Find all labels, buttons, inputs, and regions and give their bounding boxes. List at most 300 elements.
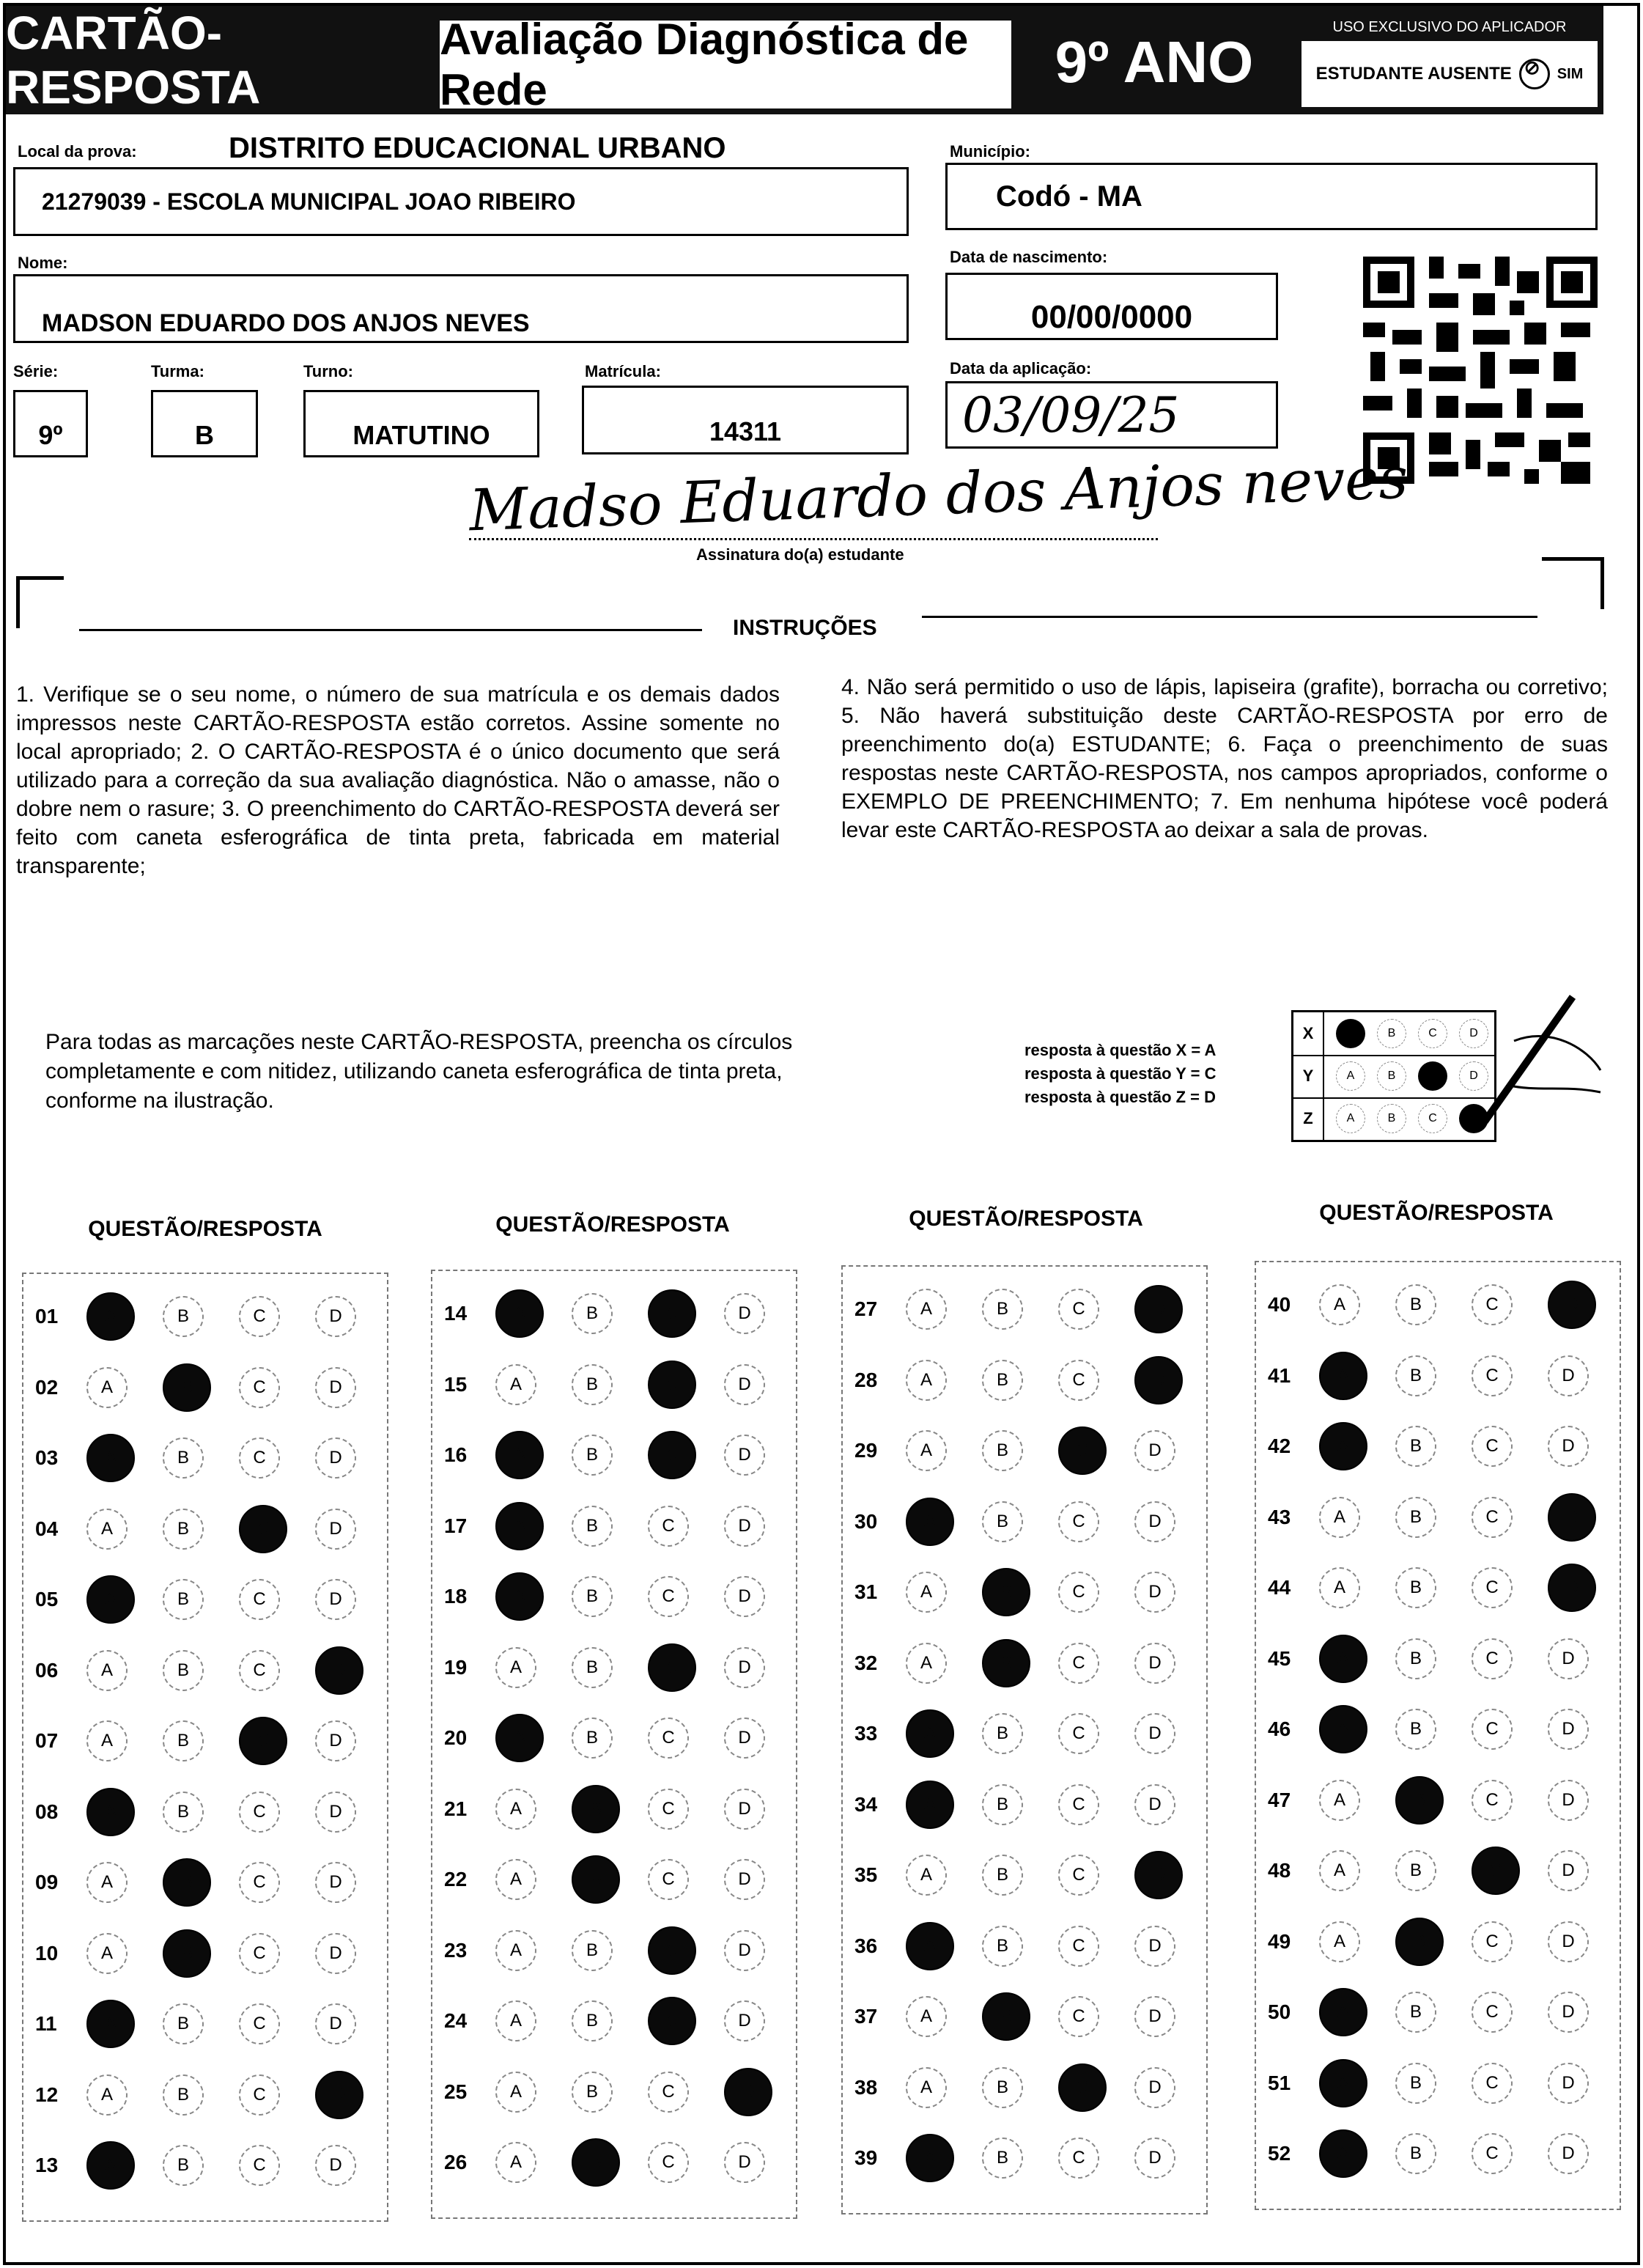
answer-bubble-b[interactable]: B: [163, 1437, 204, 1479]
answer-bubble-d[interactable]: D: [1134, 1851, 1183, 1899]
answer-bubble-d[interactable]: D: [315, 2003, 356, 2044]
column-header: QUESTÃO/RESPOSTA: [495, 1212, 730, 1237]
answer-bubble-d[interactable]: D: [315, 1296, 356, 1337]
answer-bubble-b[interactable]: B: [1395, 1850, 1436, 1891]
question-row: [1268, 1495, 1624, 1539]
answer-bubble-d[interactable]: D: [315, 1579, 356, 1620]
card-title: CARTÃO-RESPOSTA: [6, 6, 431, 114]
answer-bubble-b[interactable]: B: [163, 1296, 204, 1337]
answer-bubble-d[interactable]: D: [1548, 1426, 1589, 1467]
answer-bubble-d[interactable]: D: [1548, 2133, 1589, 2174]
answer-bubble-c[interactable]: C: [648, 2142, 689, 2183]
answer-bubble-a[interactable]: A: [86, 1292, 135, 1341]
turno-label: Turno:: [303, 362, 354, 380]
answer-bubble-c[interactable]: C: [1058, 1713, 1099, 1754]
question-row: [854, 1287, 1211, 1331]
aplicacao-field: [945, 381, 1278, 449]
question-number: 35: [854, 1863, 878, 1886]
answer-bubble-b[interactable]: B: [982, 1289, 1023, 1330]
signature: Madso Eduardo dos Anjos neves: [468, 445, 1409, 545]
answer-bubble-a[interactable]: A: [1319, 2129, 1367, 2178]
answer-bubble-d[interactable]: D: [724, 2000, 765, 2041]
absent-label: ESTUDANTE AUSENTE: [1315, 64, 1512, 84]
question-number: 37: [854, 2005, 878, 2028]
answer-bubble-c[interactable]: C: [1472, 1497, 1513, 1538]
answer-bubble-d[interactable]: D: [315, 1933, 356, 1974]
answer-bubble-a[interactable]: A: [86, 2141, 135, 2190]
answer-bubble-b[interactable]: B: [1395, 1497, 1436, 1538]
answer-bubble-a[interactable]: A: [86, 1575, 135, 1624]
answer-bubble-a[interactable]: A: [1319, 1284, 1360, 1325]
answer-bubble-b[interactable]: B: [1395, 1426, 1436, 1467]
answer-bubble-a[interactable]: A: [495, 2072, 536, 2113]
answer-bubble-b[interactable]: B: [163, 1509, 204, 1550]
question-number: 08: [35, 1800, 59, 1823]
answer-bubble-c[interactable]: C: [1058, 1572, 1099, 1613]
answer-bubble-c[interactable]: C: [239, 1792, 280, 1833]
question-number: 15: [444, 1372, 468, 1396]
answer-bubble-a[interactable]: A: [1319, 1422, 1367, 1470]
answer-bubble-d[interactable]: D: [1548, 2063, 1589, 2104]
answer-bubble-d[interactable]: D: [1548, 1564, 1596, 1612]
question-number: 27: [854, 1297, 878, 1320]
answer-bubble-b[interactable]: B: [572, 1647, 613, 1688]
answer-bubble-d[interactable]: D: [1134, 2138, 1175, 2179]
question-row: [35, 1790, 391, 1834]
question-row: [444, 1292, 800, 1336]
answer-bubble-a[interactable]: A: [86, 1434, 135, 1482]
answer-bubble-d[interactable]: D: [1134, 1356, 1183, 1404]
answer-bubble-c[interactable]: C: [648, 1576, 689, 1617]
question-number: 16: [444, 1443, 468, 1466]
answer-bubble-d[interactable]: D: [724, 1859, 765, 1900]
answer-bubble-b[interactable]: B: [982, 1430, 1023, 1471]
answer-bubble-b[interactable]: B: [163, 1720, 204, 1761]
answer-bubble-b[interactable]: B: [163, 2074, 204, 2116]
answer-bubble-b[interactable]: B: [163, 1858, 211, 1907]
answer-bubble-d[interactable]: D: [1548, 1638, 1589, 1679]
question-row: [1268, 1424, 1624, 1468]
answer-bubble-c[interactable]: C: [648, 1643, 696, 1692]
answer-bubble-b[interactable]: B: [1395, 1355, 1436, 1396]
answer-bubble-a[interactable]: A: [86, 1933, 128, 1974]
answer-bubble-c[interactable]: C: [1472, 1992, 1513, 2033]
answer-bubble-a[interactable]: A: [495, 1859, 536, 1900]
question-number: 52: [1268, 2142, 1291, 2165]
answer-bubble-a[interactable]: A: [906, 2067, 947, 2108]
answer-bubble-b[interactable]: B: [1395, 1284, 1436, 1325]
answer-bubble-c[interactable]: C: [239, 1579, 280, 1620]
answer-bubble-b[interactable]: B: [572, 2000, 613, 2041]
answer-bubble-c[interactable]: C: [1058, 1926, 1099, 1967]
answer-bubble-b[interactable]: B: [1395, 1776, 1444, 1825]
answer-bubble-a[interactable]: A: [86, 1650, 128, 1691]
matricula-value: 14311: [709, 416, 782, 446]
answer-bubble-a[interactable]: A: [906, 1922, 954, 1970]
question-number: 39: [854, 2146, 878, 2169]
answer-bubble-b[interactable]: B: [982, 1568, 1030, 1616]
answer-bubble-a[interactable]: A: [906, 1855, 947, 1896]
answer-bubble-b[interactable]: B: [982, 1784, 1023, 1825]
fill-note: Para todas as marcações neste CARTÃO-RESPOSTA, preencha os círculos completamente e com nitidez, utilizando caneta esferográfica de tinta preta, conforme na ilustração.: [45, 1030, 793, 1113]
question-number: 20: [444, 1726, 468, 1749]
answer-bubble-b[interactable]: B: [1395, 2133, 1436, 2174]
answer-bubble-d[interactable]: D: [315, 2145, 356, 2186]
answer-bubble-d[interactable]: D: [724, 1930, 765, 1971]
turno-field: [303, 390, 539, 457]
answer-bubble-c[interactable]: C: [648, 1859, 689, 1900]
answer-bubble-c[interactable]: C: [239, 1717, 287, 1765]
answer-bubble-b[interactable]: B: [572, 2072, 613, 2113]
answer-bubble-d[interactable]: D: [315, 2071, 363, 2119]
answer-bubble-b[interactable]: B: [572, 1506, 613, 1547]
answer-bubble-b[interactable]: B: [572, 1930, 613, 1971]
question-number: 32: [854, 1651, 878, 1674]
answer-bubble-a[interactable]: A: [1319, 1567, 1360, 1608]
answer-bubble-c[interactable]: C: [1058, 2063, 1107, 2112]
answer-bubble-c[interactable]: C: [1472, 1426, 1513, 1467]
answer-bubble-b[interactable]: B: [982, 1855, 1023, 1896]
answer-bubble-d[interactable]: D: [1548, 1281, 1596, 1329]
answer-bubble-c[interactable]: C: [239, 1367, 280, 1408]
answer-bubble-a[interactable]: A: [495, 1502, 544, 1550]
question-row: [854, 2066, 1211, 2110]
answer-bubble-d[interactable]: D: [1134, 1501, 1175, 1542]
example-bubble-d: D: [1459, 1061, 1488, 1091]
answer-bubble-c[interactable]: C: [1472, 1780, 1513, 1821]
exam-title: Avaliação Diagnóstica de Rede: [440, 21, 1011, 108]
answer-bubble-c[interactable]: C: [239, 1862, 280, 1903]
answer-bubble-b[interactable]: B: [982, 2067, 1023, 2108]
answer-bubble-d[interactable]: D: [315, 1720, 356, 1761]
answer-bubble-a[interactable]: A: [1319, 1850, 1360, 1891]
question-row: [35, 2073, 391, 2117]
answer-bubble-b[interactable]: B: [572, 2138, 620, 2187]
matricula-label: Matrícula:: [585, 362, 661, 380]
answer-bubble-a[interactable]: A: [86, 2000, 135, 2048]
question-number: 29: [854, 1439, 878, 1462]
question-number: 26: [444, 2151, 468, 2173]
answer-bubble-c[interactable]: C: [239, 2074, 280, 2116]
answer-bubble-a[interactable]: A: [1319, 1497, 1360, 1538]
answer-bubble-b[interactable]: B: [982, 1992, 1030, 2041]
signature-label: Assinatura do(a) estudante: [696, 545, 904, 564]
question-row: [444, 1929, 800, 1973]
answer-bubble-a[interactable]: A: [86, 1862, 128, 1903]
absent-checkbox[interactable]: [1519, 56, 1550, 89]
example-line-3: resposta à questão Z = D: [1024, 1088, 1216, 1106]
question-row: [35, 1649, 391, 1693]
question-number: 33: [854, 1722, 878, 1745]
answer-bubble-b[interactable]: B: [1395, 1567, 1436, 1608]
example-bubble-c: C: [1418, 1104, 1447, 1133]
answer-bubble-c[interactable]: C: [648, 1361, 696, 1409]
question-row: [444, 2140, 800, 2184]
answer-bubble-a[interactable]: A: [495, 1289, 544, 1338]
answer-bubble-a[interactable]: A: [495, 1789, 536, 1830]
answer-bubble-b[interactable]: B: [163, 2145, 204, 2186]
answer-bubble-d[interactable]: D: [724, 1435, 765, 1476]
answer-bubble-b[interactable]: B: [572, 1785, 620, 1833]
answer-bubble-a[interactable]: A: [86, 1788, 135, 1836]
answer-bubble-d[interactable]: D: [315, 1367, 356, 1408]
answer-bubble-d[interactable]: D: [1548, 1709, 1589, 1750]
signature-line: [469, 538, 1158, 540]
question-row: [1268, 2061, 1624, 2105]
question-number: 12: [35, 2083, 59, 2106]
answer-bubble-a[interactable]: A: [906, 1430, 947, 1471]
answer-bubble-d[interactable]: D: [1134, 1996, 1175, 2037]
question-number: 19: [444, 1655, 468, 1679]
question-number: 36: [854, 1934, 878, 1957]
answer-bubble-d[interactable]: D: [724, 1647, 765, 1688]
grade-label: 9º ANO: [1019, 15, 1290, 110]
answer-bubble-c[interactable]: C: [1472, 1638, 1513, 1679]
answer-bubble-c[interactable]: C: [648, 1997, 696, 2045]
question-row: [854, 1429, 1211, 1473]
answer-bubble-c[interactable]: C: [648, 1789, 689, 1830]
question-number: 42: [1268, 1435, 1291, 1457]
column-header: QUESTÃO/RESPOSTA: [88, 1217, 322, 1241]
answer-bubble-c[interactable]: C: [648, 1289, 696, 1338]
answer-bubble-c[interactable]: C: [239, 2145, 280, 2186]
answer-bubble-b[interactable]: B: [1395, 1709, 1436, 1750]
answer-bubble-b[interactable]: B: [163, 1929, 211, 1978]
answer-bubble-d[interactable]: D: [1134, 1643, 1175, 1684]
answer-bubble-c[interactable]: C: [239, 1650, 280, 1691]
answer-bubble-b[interactable]: B: [572, 1576, 613, 1617]
answer-bubble-b[interactable]: B: [572, 1717, 613, 1759]
answer-bubble-a[interactable]: A: [906, 1643, 947, 1684]
answer-bubble-c[interactable]: C: [648, 1926, 696, 1975]
answer-bubble-b[interactable]: B: [1395, 1638, 1436, 1679]
answer-bubble-b[interactable]: B: [982, 2138, 1023, 2179]
answer-bubble-d[interactable]: D: [1134, 2067, 1175, 2108]
answer-bubble-b[interactable]: B: [1395, 1918, 1444, 1966]
answer-bubble-b[interactable]: B: [572, 1855, 620, 1904]
answer-bubble-b[interactable]: B: [163, 2003, 204, 2044]
answer-bubble-a[interactable]: A: [495, 2142, 536, 2183]
question-row: [444, 1504, 800, 1548]
answer-bubble-a[interactable]: A: [495, 1647, 536, 1688]
answer-bubble-c[interactable]: C: [239, 1933, 280, 1974]
answer-bubble-c[interactable]: C: [648, 1431, 696, 1479]
answer-bubble-c[interactable]: C: [239, 2003, 280, 2044]
question-number: 51: [1268, 2071, 1291, 2094]
answer-bubble-c[interactable]: C: [1472, 1709, 1513, 1750]
aplicacao-label: Data da aplicação:: [950, 359, 1092, 378]
answer-bubble-b[interactable]: B: [982, 1713, 1023, 1754]
local-value: DISTRITO EDUCACIONAL URBANO: [229, 132, 726, 164]
answer-bubble-a[interactable]: A: [906, 1781, 954, 1829]
answer-bubble-d[interactable]: D: [1548, 1355, 1589, 1396]
question-row: [35, 1436, 391, 1480]
answer-bubble-b[interactable]: B: [572, 1364, 613, 1405]
answer-bubble-c[interactable]: C: [1472, 2063, 1513, 2104]
municipio-label: Município:: [950, 142, 1030, 161]
answer-bubble-c[interactable]: C: [239, 1437, 280, 1479]
answer-bubble-b[interactable]: B: [982, 1360, 1023, 1401]
nome-value: MADSON EDUARDO DOS ANJOS NEVES: [42, 309, 530, 337]
nome-label: Nome:: [18, 254, 68, 272]
answer-bubble-a[interactable]: A: [86, 1720, 128, 1761]
answer-bubble-d[interactable]: D: [1134, 1285, 1183, 1333]
answer-bubble-d[interactable]: D: [724, 2068, 772, 2116]
answer-bubble-c[interactable]: C: [1058, 1426, 1107, 1475]
answer-bubble-b[interactable]: B: [982, 1639, 1030, 1687]
answer-bubble-a[interactable]: A: [1319, 1635, 1367, 1683]
answer-bubble-d[interactable]: D: [315, 1509, 356, 1550]
question-number: 17: [444, 1514, 468, 1537]
answer-bubble-a[interactable]: A: [495, 2000, 536, 2041]
nome-field: [13, 274, 909, 343]
answer-bubble-d[interactable]: D: [1134, 1713, 1175, 1754]
question-number: 40: [1268, 1293, 1291, 1316]
example-bubble-c: C: [1418, 1019, 1447, 1048]
answer-bubble-d[interactable]: D: [724, 1576, 765, 1617]
answer-bubble-d[interactable]: D: [1548, 1493, 1596, 1542]
answer-bubble-d[interactable]: D: [724, 2142, 765, 2183]
question-number: 31: [854, 1580, 878, 1603]
answer-bubble-d[interactable]: D: [1134, 1430, 1175, 1471]
instructions-title: INSTRUÇÕES: [733, 616, 877, 640]
answer-bubble-b[interactable]: B: [982, 1926, 1023, 1967]
answer-bubble-d[interactable]: D: [1134, 1572, 1175, 1613]
answer-bubble-d[interactable]: D: [1134, 1784, 1175, 1825]
answer-bubble-d[interactable]: D: [724, 1506, 765, 1547]
question-number: 47: [1268, 1788, 1291, 1811]
question-number: 41: [1268, 1363, 1291, 1387]
answer-bubble-a[interactable]: A: [1319, 2059, 1367, 2107]
question-number: 44: [1268, 1576, 1291, 1599]
question-number: 01: [35, 1305, 59, 1328]
question-row: [1268, 1566, 1624, 1610]
answer-bubble-d[interactable]: D: [724, 1717, 765, 1759]
answer-bubble-c[interactable]: C: [1472, 1921, 1513, 1962]
answer-bubble-a[interactable]: A: [906, 1996, 947, 2037]
answer-bubble-d[interactable]: D: [1548, 1992, 1589, 2033]
answer-bubble-a[interactable]: A: [86, 1367, 128, 1408]
answer-bubble-d[interactable]: D: [1548, 1921, 1589, 1962]
answer-bubble-c[interactable]: C: [1472, 1847, 1520, 1895]
question-row: [444, 1646, 800, 1690]
answer-bubble-a[interactable]: A: [495, 1572, 544, 1621]
answer-bubble-c[interactable]: C: [1058, 1360, 1099, 1401]
answer-bubble-c[interactable]: C: [1058, 1784, 1099, 1825]
answer-bubble-b[interactable]: B: [163, 1363, 211, 1412]
answer-bubble-a[interactable]: A: [86, 1509, 128, 1550]
answer-bubble-c[interactable]: C: [648, 1506, 689, 1547]
answer-bubble-c[interactable]: C: [648, 1717, 689, 1759]
answer-bubble-d[interactable]: D: [1548, 1780, 1589, 1821]
answer-bubble-c[interactable]: C: [1472, 1284, 1513, 1325]
question-row: [1268, 1778, 1624, 1822]
answer-bubble-b[interactable]: B: [572, 1435, 613, 1476]
answer-bubble-c[interactable]: C: [1058, 1855, 1099, 1896]
answer-bubble-a[interactable]: A: [495, 1431, 544, 1479]
question-row: [854, 1783, 1211, 1827]
example-bubble-d: D: [1459, 1019, 1488, 1048]
answer-bubble-a[interactable]: A: [86, 2074, 128, 2116]
answer-bubble-a[interactable]: A: [906, 1709, 954, 1758]
question-row: [444, 1363, 800, 1407]
example-bubble-a: A: [1336, 1104, 1365, 1133]
answer-bubble-a[interactable]: A: [495, 1364, 536, 1405]
answer-bubble-b[interactable]: B: [982, 1501, 1023, 1542]
answer-bubble-a[interactable]: A: [495, 1930, 536, 1971]
answer-bubble-a[interactable]: A: [906, 1572, 947, 1613]
applicator-label: USO EXCLUSIVO DO APLICADOR: [1332, 19, 1567, 35]
question-row: [35, 1295, 391, 1339]
answer-bubble-a[interactable]: A: [495, 1714, 544, 1762]
answer-bubble-b[interactable]: B: [572, 1293, 613, 1334]
example-line-1: resposta à questão X = A: [1024, 1041, 1216, 1059]
question-number: 30: [854, 1509, 878, 1533]
answer-bubble-a[interactable]: A: [906, 1498, 954, 1546]
answer-bubble-a[interactable]: A: [1319, 1352, 1367, 1400]
question-number: 07: [35, 1729, 59, 1752]
question-number: 45: [1268, 1646, 1291, 1670]
answer-bubble-a[interactable]: A: [1319, 1988, 1367, 2036]
answer-bubble-d[interactable]: D: [1134, 1926, 1175, 1967]
answer-bubble-c[interactable]: C: [1472, 1355, 1513, 1396]
answer-bubble-d[interactable]: D: [315, 1792, 356, 1833]
question-number: 13: [35, 2154, 59, 2176]
answer-bubble-b[interactable]: B: [163, 1650, 204, 1691]
question-number: 25: [444, 2080, 468, 2103]
answer-bubble-c[interactable]: C: [239, 1505, 287, 1553]
answer-bubble-a[interactable]: A: [906, 1360, 947, 1401]
answer-bubble-b[interactable]: B: [1395, 2063, 1436, 2104]
turma-field: [151, 390, 258, 457]
example-bubble-b: B: [1377, 1061, 1406, 1091]
question-number: 05: [35, 1588, 59, 1610]
answer-bubble-d[interactable]: D: [724, 1293, 765, 1334]
answer-bubble-c[interactable]: C: [1058, 1996, 1099, 2037]
question-number: 22: [444, 1868, 468, 1890]
answer-bubble-a[interactable]: A: [1319, 1921, 1360, 1962]
answer-bubble-c[interactable]: C: [648, 2072, 689, 2113]
answer-bubble-c[interactable]: C: [1058, 1643, 1099, 1684]
answer-bubble-d[interactable]: D: [315, 1437, 356, 1479]
answer-bubble-c[interactable]: C: [1472, 2133, 1513, 2174]
answer-bubble-b[interactable]: B: [163, 1579, 204, 1620]
question-row: [444, 1858, 800, 1901]
answer-bubble-c[interactable]: C: [1058, 2138, 1099, 2179]
answer-bubble-c[interactable]: C: [239, 1296, 280, 1337]
answer-bubble-a[interactable]: A: [1319, 1780, 1360, 1821]
question-row: [854, 1995, 1211, 2039]
answer-bubble-c[interactable]: C: [1472, 1567, 1513, 1608]
answer-bubble-b[interactable]: B: [163, 1792, 204, 1833]
answer-bubble-c[interactable]: C: [1058, 1501, 1099, 1542]
answer-bubble-d[interactable]: D: [315, 1646, 363, 1695]
answer-bubble-d[interactable]: D: [1548, 1850, 1589, 1891]
answer-bubble-c[interactable]: C: [1058, 1289, 1099, 1330]
question-number: 18: [444, 1585, 468, 1608]
answer-bubble-a[interactable]: A: [906, 1289, 947, 1330]
answer-bubble-d[interactable]: D: [724, 1364, 765, 1405]
answer-bubble-d[interactable]: D: [724, 1789, 765, 1830]
answer-bubble-a[interactable]: A: [906, 2134, 954, 2182]
answer-bubble-b[interactable]: B: [1395, 1992, 1436, 2033]
question-row: [854, 1853, 1211, 1897]
question-number: 02: [35, 1375, 59, 1399]
question-row: [35, 2002, 391, 2046]
answer-bubble-a[interactable]: A: [1319, 1705, 1367, 1753]
turma-label: Turma:: [151, 362, 204, 380]
answer-bubble-d[interactable]: D: [315, 1862, 356, 1903]
